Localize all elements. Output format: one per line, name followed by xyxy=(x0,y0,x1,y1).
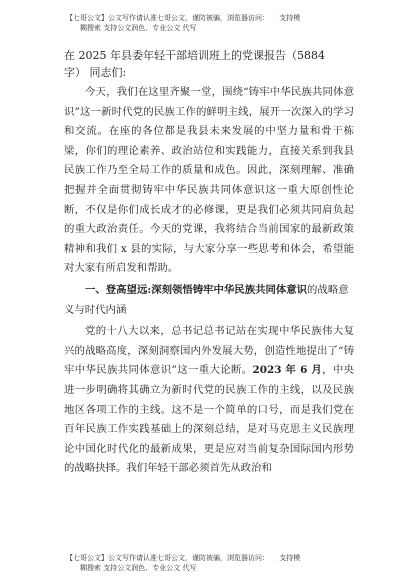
paragraph-intro: 今天，我们在这里齐聚一堂，围绕“铸牢中华民族共同体意识”这一新时代党的民族工作的鲜明主线，展开一次深入的学习和交流。在座的各位都是我县未来发展的中坚力量和骨干栋梁，你们的理论素养、政治站位和实践能力，直接关系到我县民族工作乃至全局工作的质量和成色。因此，深刻理解、准确把握并全面贯彻铸牢中华民族共同体意识这一重大原创性论断，不仅是你们成长成才的必修课，更是我们必须共同肩负起的重大政治责任。今天的党课，我将结合当前国家的最新政策精神和我们 x 县的实际，与大家分享一些思考和体会，希望能对大家有所启发和帮助。 xyxy=(64,86,354,275)
section-heading-rest: 的战略意义与时代内涵 xyxy=(64,283,349,316)
page-footer xyxy=(66,553,356,573)
footer-notice: 【七哥公文】公文写作请认准七哥公文，谨防被骗，浏览器访问： xyxy=(66,554,269,562)
document-title xyxy=(64,47,354,81)
footer-line-1 xyxy=(66,553,356,563)
document-body xyxy=(64,47,354,479)
paragraph-date: 2023 年 6 月 xyxy=(252,364,323,377)
header-line-1 xyxy=(66,13,356,23)
footer-notice-suffix: 支持模 xyxy=(279,554,301,562)
paragraph-text-1: 党的十八大以来，总书记总书记站在实现中华民族伟大复兴的战略高度，深刻洞察国内外发展大势，创造性地提出了“铸牢中华民族共同体意识”这一重大论断。 xyxy=(64,325,354,377)
title-line-2: 字） 同志们: xyxy=(64,66,127,79)
paragraph-text-2: ，中央进一步明确将其确立为新时代党的民族工作的主线，以及民族地区各项工作的主线。这不是一个简单的口号，而是我们党在百年民族工作实践基础上的深刻总结，是对马克思主义民族理论中国化时代化的最新成果，更是应对当前复杂国际国内形势的战略抉择。我们年轻干部必须首先从政治和 xyxy=(64,364,355,475)
footer-line-2: 糊搜索 支持公文润色、专业公文 代写 xyxy=(80,564,197,572)
title-line-1: 在 2025 年县委年轻干部培训班上的党课报告（5884 xyxy=(64,49,325,62)
paragraph-section-1 xyxy=(64,322,354,479)
header-notice-suffix: 支持模 xyxy=(279,14,301,22)
section-heading-highlight: 深刻领悟铸牢中华民族共同体意识 xyxy=(151,283,308,296)
section-heading-1 xyxy=(64,281,354,320)
section-heading-lead: 一、登高望远: xyxy=(85,283,152,296)
header-notice: 【七哥公文】公文写作请认准七哥公文，谨防被骗，浏览器访问： xyxy=(66,14,269,22)
page-header xyxy=(66,13,356,33)
header-line-2: 糊搜索 支持公文润色、专业公文 代写 xyxy=(80,24,197,32)
